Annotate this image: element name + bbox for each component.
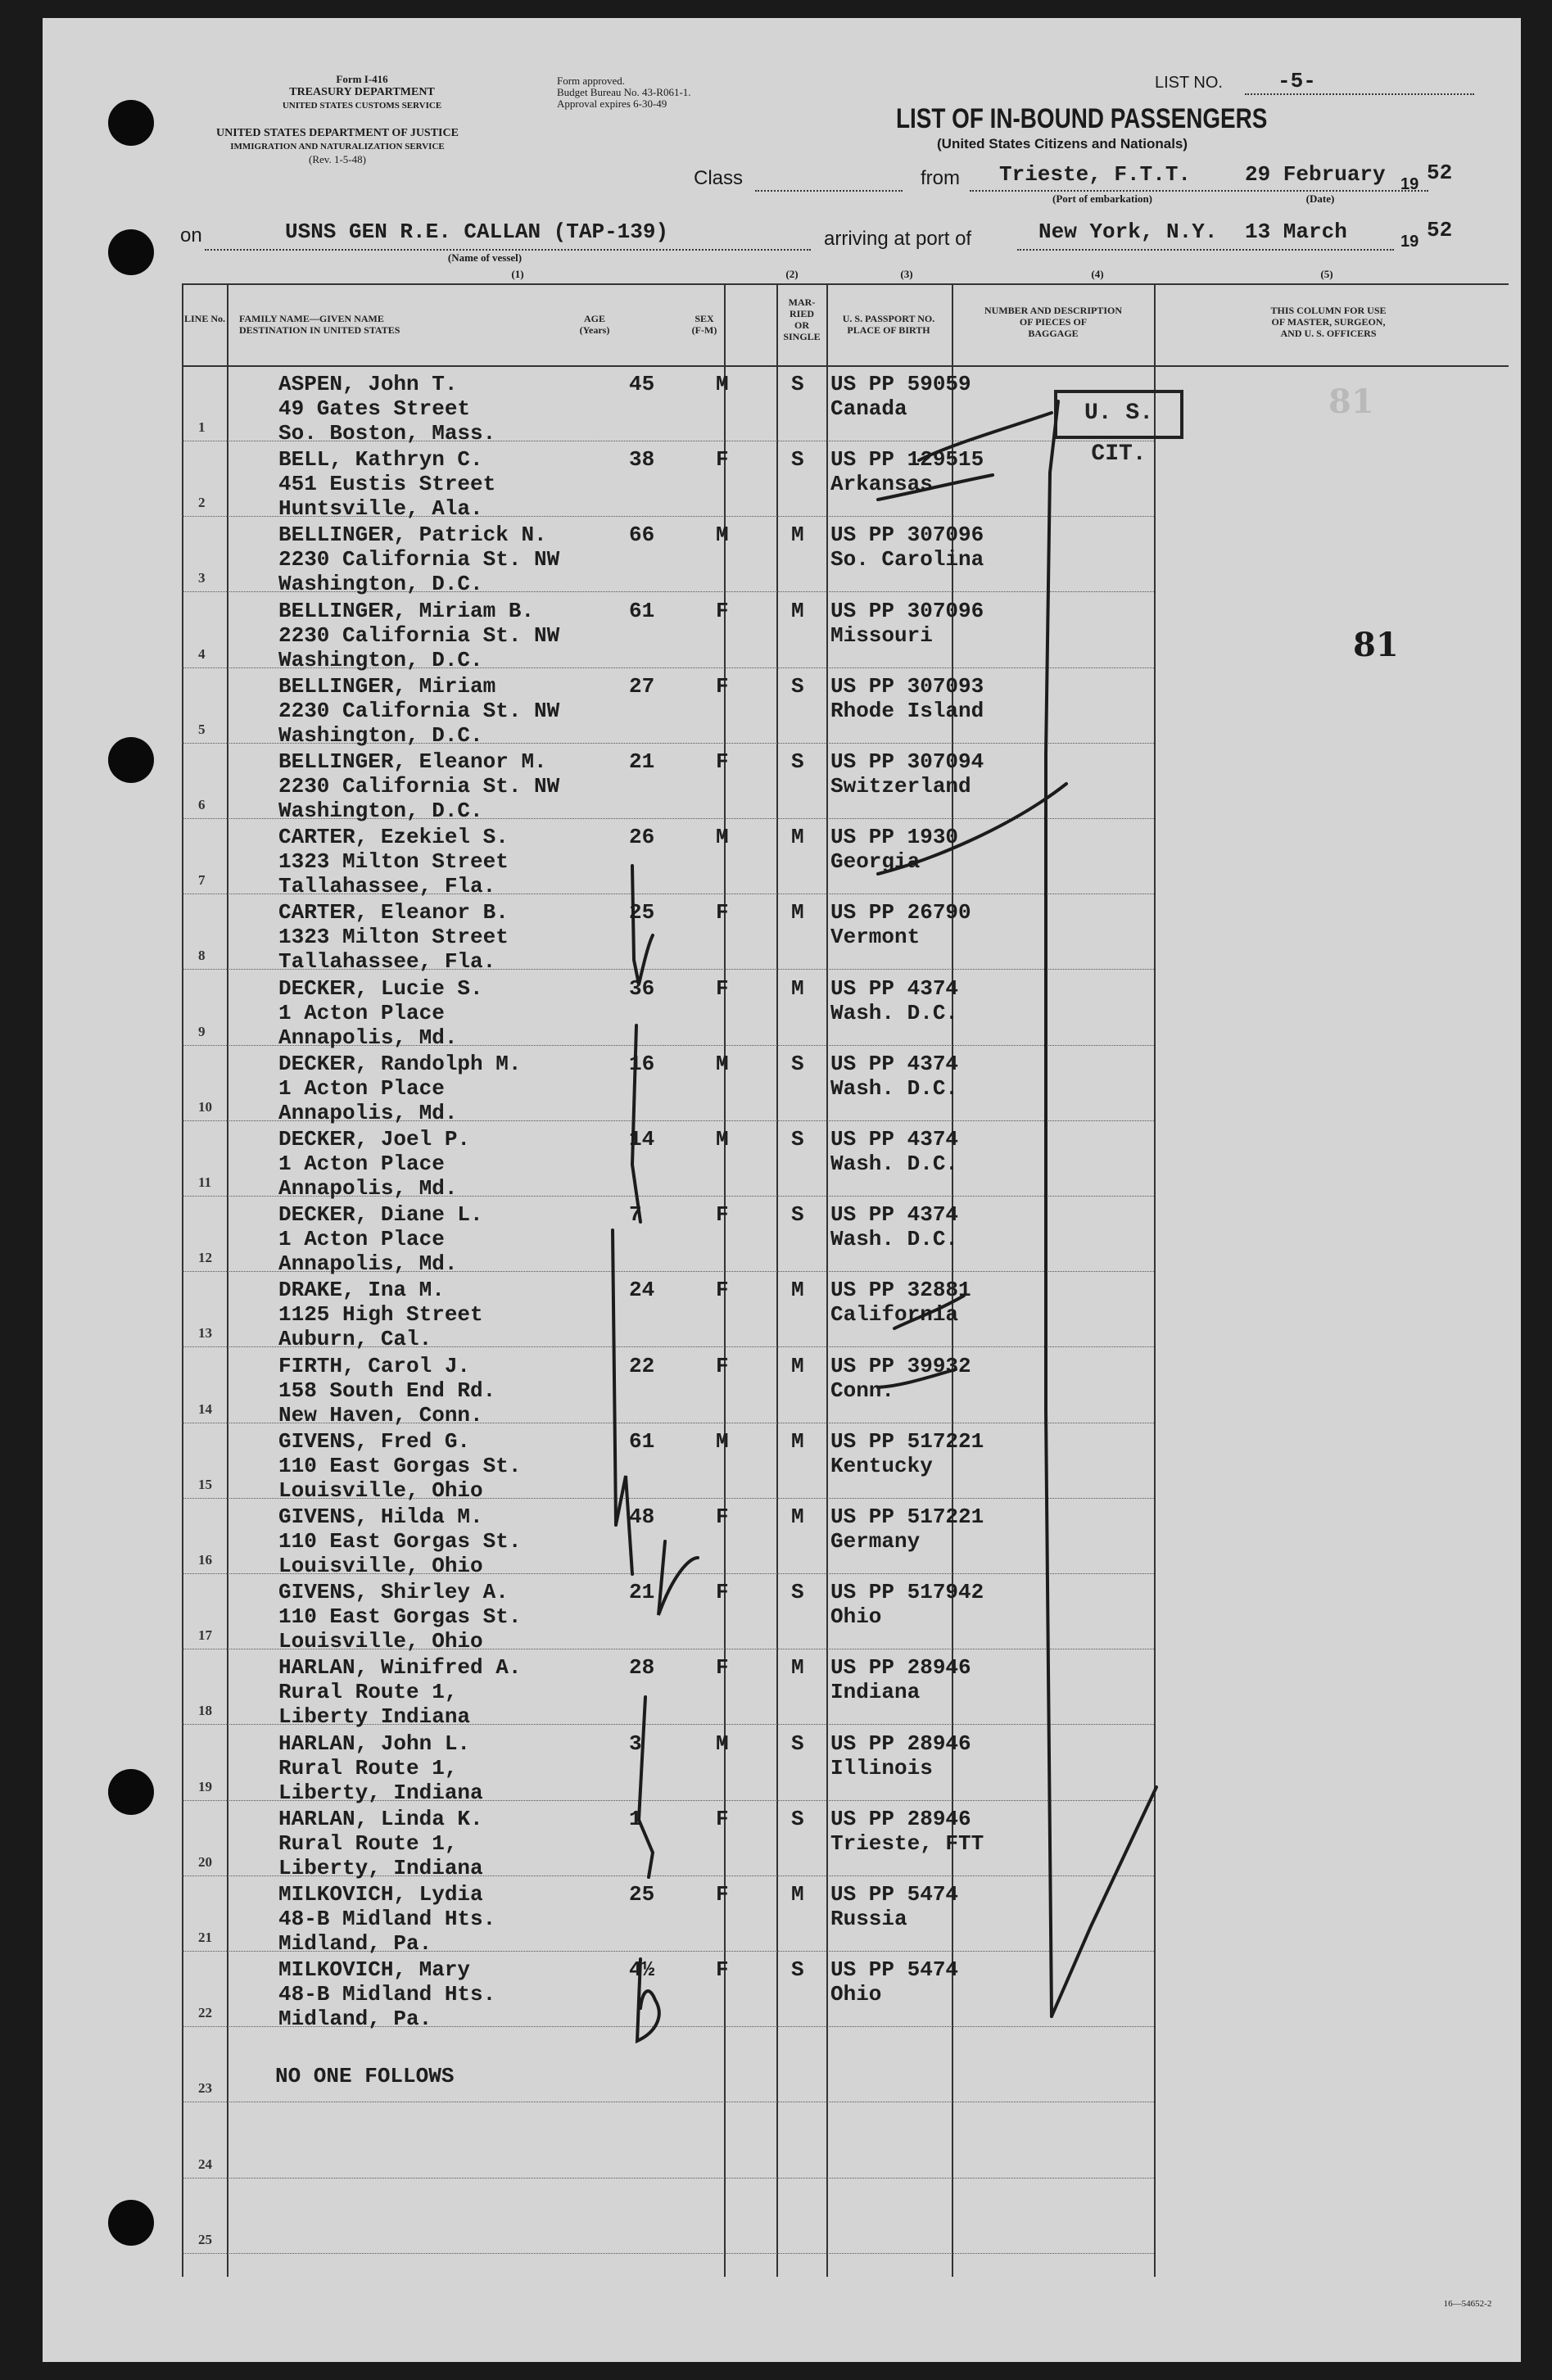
passenger-name: BELLINGER, Eleanor M. (278, 749, 547, 774)
address-line-2: Huntsville, Ala. (278, 496, 483, 521)
address-line-2: Midland, Pa. (278, 2007, 432, 2031)
marital-status: S (791, 1580, 804, 1604)
passenger-name: HARLAN, John L. (278, 1731, 471, 1756)
age: 21 (629, 749, 655, 774)
place-of-birth: Switzerland (830, 774, 971, 799)
form-number: Form I-416 (336, 73, 388, 85)
address-line-1: 48-B Midland Hts. (278, 1982, 496, 2007)
age: 16 (629, 1052, 655, 1076)
header-name: FAMILY NAME—GIVEN NAME DESTINATION IN UNITED STATES (239, 313, 400, 336)
sex: M (716, 1127, 729, 1152)
us-citizen-stamp: U. S. CIT. (1054, 390, 1183, 439)
address-line-1: 1323 Milton Street (278, 925, 509, 949)
marital-status: M (791, 1354, 804, 1378)
age: 27 (629, 674, 655, 699)
address-line-2: Louisville, Ohio (278, 1629, 483, 1654)
address-line-1: Rural Route 1, (278, 1680, 458, 1704)
line-number: 5 (198, 722, 206, 737)
age: 14 (629, 1127, 655, 1152)
line-number: 18 (198, 1703, 212, 1718)
treasury-department: TREASURY DEPARTMENT (289, 86, 435, 98)
officer-note: 81 (1353, 626, 1399, 664)
sex: F (716, 1957, 729, 1982)
address-line-1: 110 East Gorgas St. (278, 1529, 522, 1554)
passenger-name: DECKER, Joel P. (278, 1127, 471, 1152)
passenger-name: ASPEN, John T. (278, 372, 458, 396)
age: 1 (629, 1807, 642, 1831)
marital-status: M (791, 599, 804, 623)
line-number: 4 (198, 646, 206, 662)
class-label: Class (694, 167, 744, 189)
place-of-birth: So. Carolina (830, 547, 984, 572)
address-line-1: 49 Gates Street (278, 396, 471, 421)
place-of-birth: Ohio (830, 1982, 882, 2007)
marital-status: S (791, 1127, 804, 1152)
arrival-year: 52 (1427, 218, 1453, 242)
passport-number: US PP 26790 (830, 900, 971, 925)
bracket-mark (616, 1476, 632, 1574)
handwritten-marks (43, 18, 1521, 2362)
address-line-2: New Haven, Conn. (278, 1403, 483, 1428)
line-number: 20 (198, 1854, 212, 1870)
passport-number: US PP 5474 (830, 1957, 959, 1982)
marital-status: S (791, 447, 804, 472)
header-officers: THIS COLUMN FOR USE OF MASTER, SURGEON, AND U. S. OFFICERS (1270, 305, 1387, 339)
passport-number: US PP 307096 (830, 599, 984, 623)
address-line-1: Rural Route 1, (278, 1756, 458, 1780)
year-prefix: 19 (1400, 233, 1419, 251)
col-num: (2) (785, 268, 799, 280)
age: 21 (629, 1580, 655, 1604)
address-line-1: 1 Acton Place (278, 1152, 445, 1176)
marital-status: M (791, 1504, 804, 1529)
list-number: -5- (1278, 69, 1316, 93)
age: 3 (629, 1731, 642, 1756)
address-line-1: 2230 California St. NW (278, 699, 560, 723)
place-of-birth: Russia (830, 1907, 907, 1931)
line-number: 19 (198, 1779, 212, 1794)
passenger-name: BELLINGER, Patrick N. (278, 523, 547, 547)
line-number: 8 (198, 948, 206, 963)
approval-line: Form approved. (557, 75, 626, 87)
arriving-label: arriving at port of (824, 228, 972, 250)
print-code: 16—54652-2 (1443, 2299, 1492, 2309)
passport-number: US PP 4374 (830, 1202, 959, 1227)
address-line-1: 2230 California St. NW (278, 623, 560, 648)
marital-status: S (791, 1807, 804, 1831)
line-number: 7 (198, 872, 206, 888)
address-line-1: 1 Acton Place (278, 1001, 445, 1025)
marital-status: M (791, 1655, 804, 1680)
baggage-check-line (1046, 401, 1058, 2016)
line-number: 1 (198, 419, 206, 435)
marital-status: M (791, 523, 804, 547)
sex: M (716, 1429, 729, 1454)
address-line-2: Annapolis, Md. (278, 1101, 458, 1125)
place-of-birth: Illinois (830, 1756, 933, 1780)
passport-number: US PP 32881 (830, 1278, 971, 1302)
marital-status: M (791, 825, 804, 849)
line-number: 9 (198, 1024, 206, 1039)
address-line-1: 110 East Gorgas St. (278, 1604, 522, 1629)
passenger-name: GIVENS, Hilda M. (278, 1504, 483, 1529)
passport-number: US PP 517942 (830, 1580, 984, 1604)
place-of-birth: Germany (830, 1529, 921, 1554)
marital-status: M (791, 1882, 804, 1907)
sex: F (716, 1354, 729, 1378)
sex: M (716, 372, 729, 396)
marital-status: S (791, 1202, 804, 1227)
place-of-birth: California (830, 1302, 959, 1327)
sex: F (716, 749, 729, 774)
bracket-mark (632, 1025, 640, 1222)
age: 38 (629, 447, 655, 472)
address-line-2: Tallahassee, Fla. (278, 874, 496, 898)
age: 45 (629, 372, 655, 396)
place-of-birth: Rhode Island (830, 699, 984, 723)
place-of-birth: Wash. D.C. (830, 1227, 959, 1251)
vessel-name: USNS GEN R.E. CALLAN (TAP-139) (285, 219, 669, 244)
marital-status: S (791, 1957, 804, 1982)
line-number: 3 (198, 570, 206, 586)
place-of-birth: Arkansas (830, 472, 933, 496)
passenger-name: HARLAN, Winifred A. (278, 1655, 522, 1680)
sex: M (716, 1731, 729, 1756)
age: 7 (629, 1202, 642, 1227)
header-married: MAR- RIED OR SINGLE (783, 296, 821, 342)
address-line-1: 2230 California St. NW (278, 547, 560, 572)
address-line-2: Louisville, Ohio (278, 1554, 483, 1578)
passport-number: US PP 517221 (830, 1429, 984, 1454)
address-line-1: 1323 Milton Street (278, 849, 509, 874)
place-of-birth: Indiana (830, 1680, 921, 1704)
address-line-1: 1 Acton Place (278, 1076, 445, 1101)
header-age: AGE (Years) (579, 313, 610, 336)
marital-status: M (791, 1429, 804, 1454)
embarkation-date: 29 February (1245, 162, 1386, 187)
approval-line: Budget Bureau No. 43-R061-1. (557, 86, 691, 98)
sex: F (716, 1504, 729, 1529)
sex: M (716, 523, 729, 547)
address-line-2: Annapolis, Md. (278, 1025, 458, 1050)
port-caption: (Port of embarkation) (1052, 192, 1153, 205)
passenger-name: GIVENS, Fred G. (278, 1429, 471, 1454)
passport-number: US PP 307093 (830, 674, 984, 699)
sex: F (716, 900, 729, 925)
place-of-birth: Wash. D.C. (830, 1152, 959, 1176)
line-number: 2 (198, 495, 206, 510)
passport-number: US PP 129515 (830, 447, 984, 472)
passport-number: US PP 39932 (830, 1354, 971, 1378)
address-line-1: 48-B Midland Hts. (278, 1907, 496, 1931)
sex: M (716, 825, 729, 849)
age: 26 (629, 825, 655, 849)
pencil-stroke-line-1 (919, 413, 1052, 460)
marital-status: S (791, 749, 804, 774)
line-number: 13 (198, 1325, 212, 1341)
address-line-1: 1 Acton Place (278, 1227, 445, 1251)
marital-status: M (791, 900, 804, 925)
line-number: 21 (198, 1930, 212, 1945)
line-number: 16 (198, 1552, 212, 1568)
sex: F (716, 447, 729, 472)
address-line-2: Annapolis, Md. (278, 1251, 458, 1276)
arrival-date: 13 March (1245, 219, 1347, 244)
passenger-name: HARLAN, Linda K. (278, 1807, 483, 1831)
year-prefix: 19 (1400, 175, 1419, 193)
sex: F (716, 1807, 729, 1831)
line-number: 15 (198, 1477, 212, 1492)
address-line-2: Washington, D.C. (278, 799, 483, 823)
customs-service: UNITED STATES CUSTOMS SERVICE (282, 101, 442, 111)
passport-number: US PP 307096 (830, 523, 984, 547)
line-number: 6 (198, 797, 206, 812)
passenger-name: BELLINGER, Miriam B. (278, 599, 535, 623)
bracket-mark (613, 1230, 616, 1525)
passenger-name: MILKOVICH, Lydia (278, 1882, 483, 1907)
age: 25 (629, 1882, 655, 1907)
passenger-name: DECKER, Diane L. (278, 1202, 483, 1227)
col-num: (1) (511, 268, 524, 280)
header-sex: SEX (F-M) (691, 313, 717, 336)
age: 24 (629, 1278, 655, 1302)
age: 25 (629, 900, 655, 925)
place-of-birth: Vermont (830, 925, 921, 949)
from-label: from (921, 167, 960, 189)
passenger-name: DRAKE, Ina M. (278, 1278, 445, 1302)
line-number: 24 (198, 2156, 212, 2172)
age: 22 (629, 1354, 655, 1378)
place-of-birth: Missouri (830, 623, 933, 648)
passenger-name: MILKOVICH, Mary (278, 1957, 471, 1982)
address-line-1: 451 Eustis Street (278, 472, 496, 496)
baggage-check-tick (1052, 1787, 1156, 2016)
date-caption: (Date) (1305, 192, 1335, 205)
address-line-1: 1125 High Street (278, 1302, 483, 1327)
line-number: 14 (198, 1401, 212, 1417)
place-of-birth: Georgia (830, 849, 921, 874)
passport-number: US PP 4374 (830, 976, 959, 1001)
address-line-2: Louisville, Ohio (278, 1478, 483, 1503)
no-one-follows: NO ONE FOLLOWS (275, 2064, 455, 2088)
manifest-page (43, 18, 1521, 2362)
sex: F (716, 1655, 729, 1680)
passport-number: US PP 5474 (830, 1882, 959, 1907)
age: 28 (629, 1655, 655, 1680)
address-line-2: Midland, Pa. (278, 1931, 432, 1956)
line-number: 25 (198, 2232, 212, 2247)
bracket-mark (639, 1697, 653, 1877)
passenger-name: DECKER, Lucie S. (278, 976, 483, 1001)
age: 4½ (629, 1957, 655, 1982)
place-of-birth: Canada (830, 396, 907, 421)
address-line-1: 110 East Gorgas St. (278, 1454, 522, 1478)
passport-number: US PP 28946 (830, 1807, 971, 1831)
place-of-birth: Wash. D.C. (830, 1001, 959, 1025)
passport-number: US PP 1930 (830, 825, 959, 849)
age: 48 (629, 1504, 655, 1529)
passport-number: US PP 28946 (830, 1655, 971, 1680)
line-number: 22 (198, 2005, 212, 2020)
col-num: (5) (1320, 268, 1333, 280)
header-line-no: LINE No. (183, 313, 225, 324)
vessel-caption: (Name of vessel) (447, 251, 523, 264)
sex: F (716, 674, 729, 699)
passenger-name: CARTER, Eleanor B. (278, 900, 509, 925)
faint-officer-note: 81 (1328, 382, 1374, 421)
place-of-birth: Ohio (830, 1604, 882, 1629)
ins-heading: IMMIGRATION AND NATURALIZATION SERVICE (230, 142, 445, 152)
address-line-2: Washington, D.C. (278, 572, 483, 596)
line-number: 10 (198, 1099, 212, 1115)
passport-number: US PP 59059 (830, 372, 971, 396)
passport-number: US PP 4374 (830, 1052, 959, 1076)
place-of-birth: Conn. (830, 1378, 895, 1403)
approval-line: Approval expires 6-30-49 (557, 97, 667, 110)
initials-mark (658, 1541, 698, 1615)
header-passport: U. S. PASSPORT NO. PLACE OF BIRTH (842, 313, 935, 336)
place-of-birth: Trieste, FTT (830, 1831, 984, 1856)
doj-heading: UNITED STATES DEPARTMENT OF JUSTICE (216, 127, 459, 139)
passenger-name: BELL, Kathryn C. (278, 447, 483, 472)
sex: F (716, 1278, 729, 1302)
address-line-1: 158 South End Rd. (278, 1378, 496, 1403)
address-line-2: Liberty Indiana (278, 1704, 471, 1729)
revision-date: (Rev. 1-5-48) (309, 153, 366, 165)
sex: F (716, 976, 729, 1001)
sex: F (716, 1882, 729, 1907)
pencil-stroke-line-2 (878, 475, 993, 500)
age: 66 (629, 523, 655, 547)
marital-status: S (791, 1052, 804, 1076)
initials-mark (632, 866, 653, 984)
address-line-2: Washington, D.C. (278, 723, 483, 748)
passport-number: US PP 517221 (830, 1504, 984, 1529)
marital-status: S (791, 1731, 804, 1756)
sex: F (716, 1202, 729, 1227)
age: 61 (629, 1429, 655, 1454)
address-line-2: So. Boston, Mass. (278, 421, 496, 446)
form-title: LIST OF IN-BOUND PASSENGERS (896, 103, 1268, 134)
header-baggage: NUMBER AND DESCRIPTION OF PIECES OF BAGGAGE (984, 305, 1123, 339)
address-line-1: Rural Route 1, (278, 1831, 458, 1856)
passport-number: US PP 28946 (830, 1731, 971, 1756)
age: 36 (629, 976, 655, 1001)
marital-status: S (791, 372, 804, 396)
address-line-2: Annapolis, Md. (278, 1176, 458, 1201)
passenger-name: FIRTH, Carol J. (278, 1354, 471, 1378)
on-label: on (180, 224, 202, 247)
passenger-name: GIVENS, Shirley A. (278, 1580, 509, 1604)
col-num: (4) (1091, 268, 1104, 280)
address-line-2: Washington, D.C. (278, 648, 483, 672)
form-subtitle: (United States Citizens and Nationals) (937, 136, 1188, 152)
passenger-name: BELLINGER, Miriam (278, 674, 496, 699)
passport-number: US PP 307094 (830, 749, 984, 774)
sex: M (716, 1052, 729, 1076)
address-line-2: Liberty, Indiana (278, 1856, 483, 1880)
list-no-label: LIST NO. (1155, 74, 1223, 92)
arrival-port: New York, N.Y. (1038, 219, 1218, 244)
embarkation-year: 52 (1427, 161, 1453, 185)
age: 61 (629, 599, 655, 623)
marital-status: S (791, 674, 804, 699)
place-of-birth: Kentucky (830, 1454, 933, 1478)
line-number: 17 (198, 1627, 212, 1643)
passenger-name: CARTER, Ezekiel S. (278, 825, 509, 849)
initials-mark (637, 1959, 659, 2041)
marital-status: M (791, 1278, 804, 1302)
address-line-2: Liberty, Indiana (278, 1780, 483, 1805)
address-line-2: Tallahassee, Fla. (278, 949, 496, 974)
sex: F (716, 1580, 729, 1604)
line-number: 12 (198, 1250, 212, 1265)
place-of-birth: Wash. D.C. (830, 1076, 959, 1101)
line-number: 11 (198, 1174, 212, 1190)
port-of-embarkation: Trieste, F.T.T. (999, 162, 1192, 187)
pencil-stroke-line-14 (878, 1369, 956, 1387)
address-line-2: Auburn, Cal. (278, 1327, 432, 1351)
line-number: 23 (198, 2080, 212, 2096)
passport-number: US PP 4374 (830, 1127, 959, 1152)
passenger-name: DECKER, Randolph M. (278, 1052, 522, 1076)
sex: F (716, 599, 729, 623)
address-line-1: 2230 California St. NW (278, 774, 560, 799)
pencil-stroke-line-13 (894, 1296, 964, 1328)
pencil-stroke-line-7 (878, 784, 1066, 874)
col-num: (3) (900, 268, 913, 280)
marital-status: M (791, 976, 804, 1001)
